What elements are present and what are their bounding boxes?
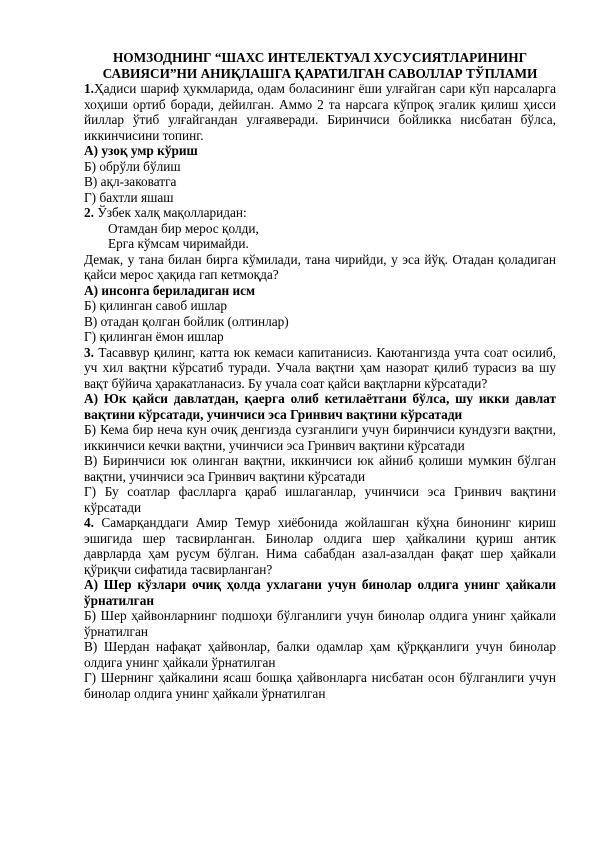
- answer-option[interactable]: Б) обрўли бўлиш: [84, 158, 181, 174]
- question-text: Ўзбек халқ мақолларидан:: [97, 205, 247, 221]
- question-number: 3.: [84, 344, 94, 360]
- question-text-continued: Демак, у тана билан бирга кўмилади, тана чирийди, у эса йўқ. Отадан қоладиган қайси мерос ҳақида гап кетмоқда?: [84, 251, 556, 283]
- question-text: Тасаввур қилинг, катта юк кемаси капитанисиз. Каютангизда учта соат осилиб, уч хил вақтни кўрсатиб туради. Учала вақтни ҳам назорат қилиб турасиз ва шу вақт бўйича ҳаракатланасиз. Бу учала соат қайси вақтларни кўрсатади?: [84, 344, 556, 391]
- title-line-2: САВИЯСИ”НИ АНИҚЛАШГА ҚАРАТИЛГАН САВОЛЛАР ТЎПЛАМИ: [102, 65, 538, 81]
- answer-option[interactable]: А) инсонга бериладиган исм: [84, 282, 256, 298]
- question-4: [84, 515, 556, 577]
- proverb-line: Отамдан бир мерос қолди,: [108, 220, 259, 236]
- answer-option[interactable]: В) Биринчиси юк олинган вақтни, иккинчиси юк айниб қолиши мумкин бўлган вақтни, учинчиси эса Гринвич вақтини кўрсатади: [84, 453, 556, 484]
- answer-option[interactable]: Г) Бу соатлар фаслларга қараб ишлаганлар, учинчиси эса Гринвич вақтини кўрсатади: [84, 484, 556, 515]
- question-number: 1.: [84, 81, 94, 97]
- answer-option[interactable]: А) Юк қайси давлатдан, қаерга олиб кетилаётгани бўлса, шу икки давлат вақтини кўрсатади, учинчиси эса Гринвич вақтини кўрсатади: [84, 391, 556, 422]
- question-number: 2.: [84, 205, 94, 221]
- question-1: [84, 81, 556, 143]
- document-title: [84, 50, 556, 81]
- answer-option[interactable]: В) отадан қолган бойлик (олтинлар): [84, 313, 289, 329]
- answer-option[interactable]: В) Шердан нафақат ҳайвонлар, балки одамлар ҳам қўрққанлиги учун бинолар олдига унинг ҳайкали ўрнатилган: [84, 639, 556, 670]
- answer-option[interactable]: Г) бахтли яшаш: [84, 189, 174, 205]
- answer-option[interactable]: В) ақл-заковатга: [84, 174, 177, 190]
- answer-option[interactable]: Б) Шер ҳайвонларнинг подшоҳи бўлганлиги учун бинолар олдига унинг ҳайкали ўрнатилган: [84, 608, 556, 639]
- answer-option[interactable]: Г) қилинган ёмон ишлар: [84, 329, 224, 345]
- answer-option[interactable]: А) Шер кўзлари очиқ ҳолда ухлагани учун бинолар олдига унинг ҳайкали ўрнатилган: [84, 577, 556, 608]
- answer-option[interactable]: Б) қилинган савоб ишлар: [84, 298, 228, 314]
- answer-option[interactable]: Б) Кема бир неча кун очиқ денгизда сузганлиги учун биринчиси кундузги вақтни, иккинчиси кечки вақтни, учинчиси эса Гринвич вақтини кўрсатади: [84, 422, 556, 453]
- answer-option[interactable]: Г) Шернинг ҳайкалини ясаш бошқа ҳайвонларга нисбатан осон бўлганлиги учун бинолар олдига унинг ҳайкали ўрнатилган: [84, 670, 556, 701]
- answer-option[interactable]: А) узоқ умр кўриш: [84, 143, 198, 159]
- question-number: 4.: [84, 515, 94, 531]
- question-3: [84, 345, 556, 392]
- question-text: Самарқанддаги Амир Темур хиёбонида жойлашган кўҳна бинонинг кириш эшигида шер тасвирланган. Бинолар олдига шер ҳайкалини қуриш антик даврларда ҳам русум бўлган. Нима сабабдан азал-азалдан фақат шер ҳайкали қўриқчи сифатида тасвирланган?: [84, 515, 556, 577]
- proverb-line: Ерга кўмсам чиримайди.: [108, 236, 249, 252]
- question-2: [84, 205, 556, 221]
- question-text: Ҳадиси шариф ҳукмларида, одам боласининг ёши улғайган сари кўп нарсаларга хоҳиши ортиб боради, дейилган. Аммо 2 та нарсага кўпроқ эгалик қилиш ҳисси йиллар ўтиб улғайгандан улғаяверади. Биринчиси бойликка нисбатан бўлса, иккинчисини топинг.: [84, 81, 556, 143]
- document-page: [84, 50, 556, 701]
- title-line-1: НОМЗОДНИНГ “ШАХС ИНТЕЛЕКТУАЛ ХУСУСИЯТЛАРИНИНГ: [112, 50, 528, 65]
